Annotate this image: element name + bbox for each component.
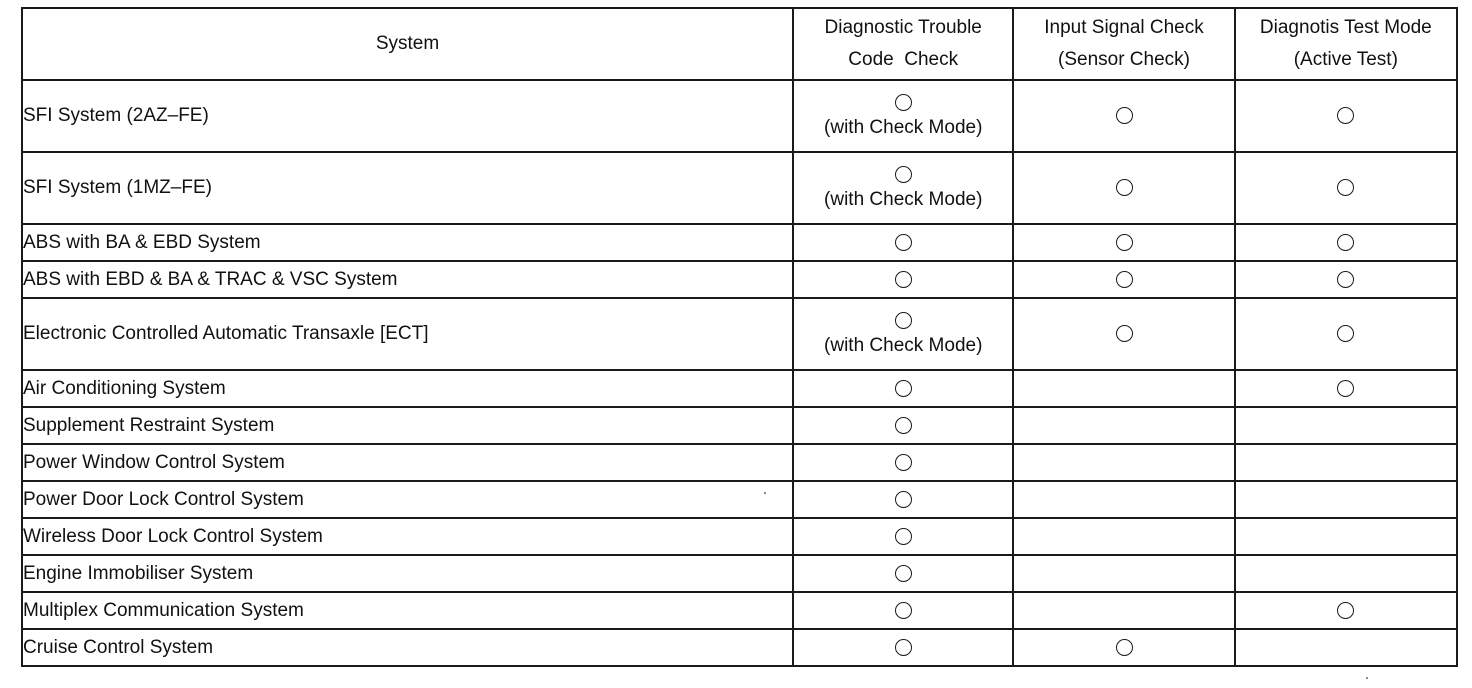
header-dtc-line-2: Code Check: [848, 49, 959, 70]
header-test-line-2: (Active Test): [1293, 49, 1398, 70]
supported-circle-icon: [1337, 380, 1354, 397]
system-name-cell: Air Conditioning System: [22, 370, 793, 407]
dtc-check-cell: [793, 518, 1013, 555]
dtc-check-cell: [793, 261, 1013, 298]
supported-circle-icon: [1337, 107, 1354, 124]
system-name-cell: ABS with EBD & BA & TRAC & VSC System: [22, 261, 793, 298]
dtc-check-cell: [793, 481, 1013, 518]
test-mode-cell: [1235, 80, 1457, 152]
supported-circle-icon: [1116, 325, 1133, 342]
supported-circle-icon: [895, 380, 912, 397]
test-mode-cell: [1235, 629, 1457, 666]
supported-circle-icon: [895, 454, 912, 471]
supported-circle-icon: [1116, 234, 1133, 251]
table-row: [22, 592, 1457, 629]
supported-circle-icon: [895, 491, 912, 508]
supported-circle-icon: [895, 271, 912, 288]
dtc-check-cell: [793, 370, 1013, 407]
table-body: [22, 80, 1457, 666]
supported-circle-icon: [1337, 234, 1354, 251]
supported-circle-icon: [1337, 602, 1354, 619]
supported-circle-icon: [895, 602, 912, 619]
supported-circle-icon: [1116, 107, 1133, 124]
table-row: [22, 629, 1457, 666]
header-dtc-check: [793, 8, 1013, 80]
input-signal-cell: [1013, 555, 1234, 592]
scan-speck: [1366, 677, 1368, 679]
test-mode-cell: [1235, 518, 1457, 555]
system-name-cell: Power Door Lock Control System: [22, 481, 793, 518]
header-system: System: [22, 8, 793, 80]
test-mode-cell: [1235, 592, 1457, 629]
supported-circle-icon: [1337, 325, 1354, 342]
supported-circle-icon: [895, 565, 912, 582]
input-signal-cell: [1013, 224, 1234, 261]
supported-circle-icon: [895, 417, 912, 434]
table-row: [22, 224, 1457, 261]
table-row: [22, 152, 1457, 224]
test-mode-cell: [1235, 298, 1457, 370]
dtc-check-cell: [793, 152, 1013, 224]
test-mode-cell: [1235, 444, 1457, 481]
supported-circle-icon: [1337, 271, 1354, 288]
input-signal-cell: [1013, 261, 1234, 298]
dtc-check-cell: [793, 224, 1013, 261]
input-signal-cell: [1013, 298, 1234, 370]
test-mode-cell: [1235, 481, 1457, 518]
dtc-mark-with-note: [824, 94, 982, 139]
check-mode-note: (with Check Mode): [824, 188, 983, 210]
dtc-mark-with-note: [824, 166, 982, 211]
test-mode-cell: [1235, 555, 1457, 592]
system-name-cell: Wireless Door Lock Control System: [22, 518, 793, 555]
dtc-check-cell: [793, 555, 1013, 592]
supported-circle-icon: [1116, 271, 1133, 288]
supported-circle-icon: [895, 528, 912, 545]
diagnosis-table: [21, 7, 1458, 667]
system-name-cell: Engine Immobiliser System: [22, 555, 793, 592]
header-input-line-1: Input Signal Check: [1044, 17, 1204, 38]
table-row: [22, 261, 1457, 298]
input-signal-cell: [1013, 481, 1234, 518]
dtc-check-cell: [793, 407, 1013, 444]
test-mode-cell: [1235, 370, 1457, 407]
supported-circle-icon: [1337, 179, 1354, 196]
table-row: [22, 298, 1457, 370]
input-signal-cell: [1013, 592, 1234, 629]
supported-circle-icon: [1116, 179, 1133, 196]
table-row: [22, 555, 1457, 592]
system-name-cell: Power Window Control System: [22, 444, 793, 481]
input-signal-cell: [1013, 152, 1234, 224]
header-input-signal-check: [1013, 8, 1234, 80]
dtc-check-cell: [793, 298, 1013, 370]
dtc-check-cell: [793, 80, 1013, 152]
system-name-cell: Supplement Restraint System: [22, 407, 793, 444]
check-mode-note: (with Check Mode): [824, 334, 983, 356]
table-row: [22, 481, 1457, 518]
dtc-mark-with-note: [824, 312, 982, 357]
system-name-cell: SFI System (1MZ–FE): [22, 152, 793, 224]
input-signal-cell: [1013, 444, 1234, 481]
header-test-line-1: Diagnotis Test Mode: [1259, 17, 1432, 38]
system-name-cell: SFI System (2AZ–FE): [22, 80, 793, 152]
supported-circle-icon: [1116, 639, 1133, 656]
table-row: [22, 407, 1457, 444]
check-mode-note: (with Check Mode): [824, 116, 983, 138]
dtc-check-cell: [793, 444, 1013, 481]
scan-speck: [764, 492, 766, 494]
table-row: [22, 444, 1457, 481]
supported-circle-icon: [895, 312, 912, 329]
table-row: [22, 80, 1457, 152]
system-name-cell: Multiplex Communication System: [22, 592, 793, 629]
input-signal-cell: [1013, 370, 1234, 407]
test-mode-cell: [1235, 407, 1457, 444]
header-test-mode: [1235, 8, 1457, 80]
table-row: [22, 518, 1457, 555]
system-name-cell: Electronic Controlled Automatic Transaxle [ECT]: [22, 298, 793, 370]
supported-circle-icon: [895, 94, 912, 111]
input-signal-cell: [1013, 407, 1234, 444]
input-signal-cell: [1013, 80, 1234, 152]
dtc-check-cell: [793, 592, 1013, 629]
supported-circle-icon: [895, 234, 912, 251]
test-mode-cell: [1235, 224, 1457, 261]
system-name-cell: ABS with BA & EBD System: [22, 224, 793, 261]
header-row: [22, 8, 1457, 80]
supported-circle-icon: [895, 639, 912, 656]
test-mode-cell: [1235, 261, 1457, 298]
table-row: [22, 370, 1457, 407]
input-signal-cell: [1013, 518, 1234, 555]
header-dtc-line-1: Diagnostic Trouble: [824, 17, 982, 38]
input-signal-cell: [1013, 629, 1234, 666]
supported-circle-icon: [895, 166, 912, 183]
dtc-check-cell: [793, 629, 1013, 666]
test-mode-cell: [1235, 152, 1457, 224]
system-name-cell: Cruise Control System: [22, 629, 793, 666]
header-input-line-2: (Sensor Check): [1058, 49, 1190, 70]
